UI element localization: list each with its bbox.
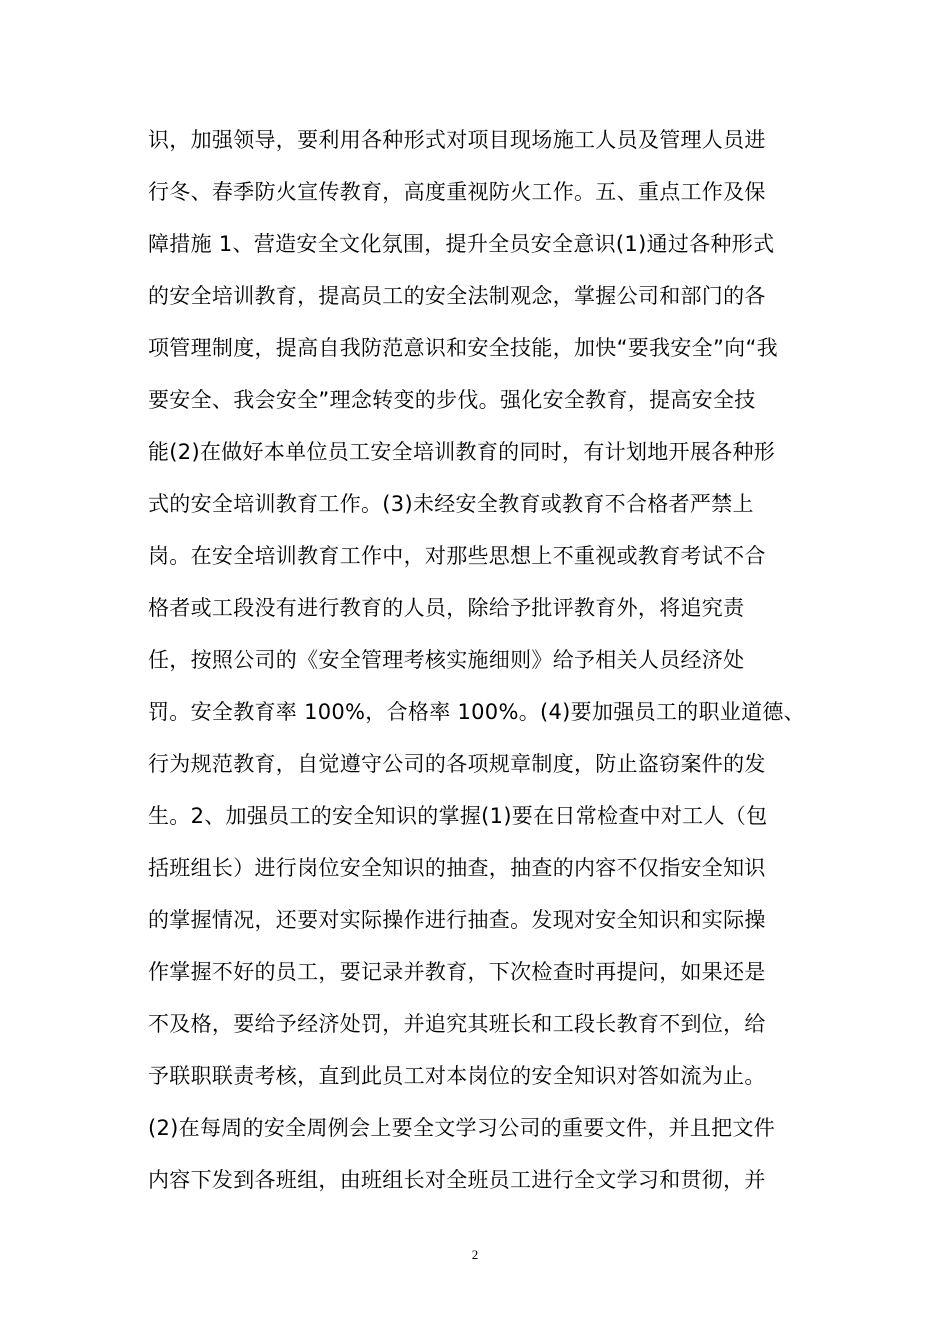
text-line: 生。2、加强员工的安全知识的掌握(1)要在日常检查中对工人（包 bbox=[148, 804, 768, 828]
text-line: 罚。安全教育率 100%，合格率 100%。(4)要加强员工的职业道德、 bbox=[148, 700, 805, 724]
text-line: 岗。在安全培训教育工作中，对那些思想上不重视或教育考试不合 bbox=[148, 544, 766, 568]
page-number: 2 bbox=[471, 1247, 479, 1262]
text-line: 予联职联责考核，直到此员工对本岗位的安全知识对答如流为止。 bbox=[148, 1064, 766, 1088]
text-line: (2)在每周的安全周例会上要全文学习公司的重要文件，并且把文件 bbox=[148, 1116, 776, 1140]
text-line: 任，按照公司的《安全管理考核实施细则》给予相关人员经济处 bbox=[148, 648, 745, 672]
text-line: 能(2)在做好本单位员工安全培训教育的同时，有计划地开展各种形 bbox=[148, 440, 776, 464]
text-line: 不及格，要给予经济处罚，并追究其班长和工段长教育不到位，给 bbox=[148, 1012, 766, 1036]
text-line: 的安全培训教育，提高员工的安全法制观念，掌握公司和部门的各 bbox=[148, 284, 766, 308]
text-line: 括班组长）进行岗位安全知识的抽查，抽查的内容不仅指安全知识 bbox=[148, 856, 766, 880]
text-line: 行为规范教育，自觉遵守公司的各项规章制度，防止盗窃案件的发 bbox=[148, 752, 766, 776]
text-line: 识，加强领导，要利用各种形式对项目现场施工人员及管理人员进 bbox=[148, 128, 766, 152]
text-line: 行冬、春季防火宣传教育，高度重视防火工作。五、重点工作及保 bbox=[148, 180, 766, 204]
text-line: 障措施 1、营造安全文化氛围，提升全员安全意识(1)通过各种形式 bbox=[148, 232, 775, 256]
text-line: 的掌握情况，还要对实际操作进行抽查。发现对安全知识和实际操 bbox=[148, 908, 766, 932]
text-line: 要安全、我会安全”理念转变的步伐。强化安全教育，提高安全技 bbox=[148, 388, 756, 412]
text-line: 项管理制度，提高自我防范意识和安全技能，加快“要我安全”向“我 bbox=[148, 336, 778, 360]
text-line: 式的安全培训教育工作。(3)未经安全教育或教育不合格者严禁上 bbox=[148, 492, 754, 516]
text-line: 作掌握不好的员工，要记录并教育，下次检查时再提问，如果还是 bbox=[148, 960, 766, 984]
text-line: 内容下发到各班组，由班组长对全班员工进行全文学习和贯彻，并 bbox=[148, 1168, 766, 1192]
text-line: 格者或工段没有进行教育的人员，除给予批评教育外，将追究责 bbox=[148, 596, 745, 620]
body-text bbox=[148, 114, 808, 1206]
